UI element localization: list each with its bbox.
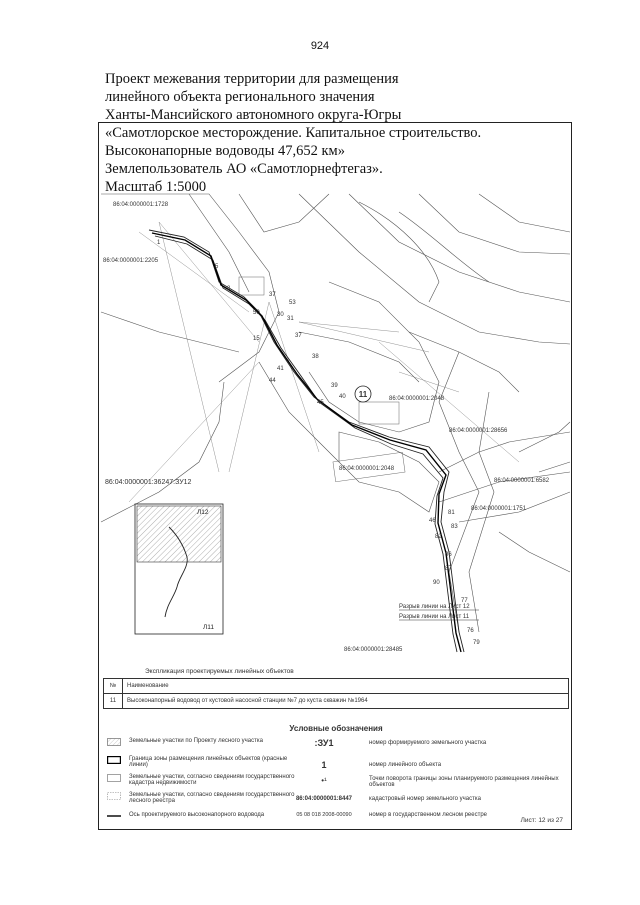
cadastral-label: 86:04:0000001:2048 xyxy=(339,466,395,472)
legend-line-icon xyxy=(107,812,121,820)
legend-text: кадастровый номер земельного участка xyxy=(369,796,481,802)
table-cell: Высоконапорный водовод от кустовой насосной станции №7 до куста скважин №1964 xyxy=(123,694,569,709)
point-label: 82 xyxy=(435,534,442,540)
cadastral-label: 86:04:0000001:28656 xyxy=(449,428,508,434)
point-label: 37 xyxy=(269,292,276,298)
legend xyxy=(103,724,569,828)
legend-symbol: 05 08 018 2008-00090 xyxy=(296,812,352,818)
point-label: 44 xyxy=(269,378,276,384)
legend-text: Точки поворота границы зоны планируемого размещения линейных объектов xyxy=(369,776,559,788)
point-label: 86 xyxy=(445,552,452,558)
legend-text: номер линейного объекта xyxy=(369,762,442,768)
break-label: Разрыв линии на Лист 12 xyxy=(399,604,470,610)
document-title xyxy=(105,70,401,124)
scale-label: Масштаб 1:5000 xyxy=(105,179,207,195)
point-label: 41 xyxy=(277,366,284,372)
cadastral-label: 86:04:0000001:1751 xyxy=(471,506,527,512)
page-number: 924 xyxy=(310,40,330,52)
legend-swatch-icon xyxy=(107,756,121,764)
point-label: 90 xyxy=(433,580,440,586)
point-label: 38 xyxy=(312,354,319,360)
built-areas xyxy=(239,277,405,482)
explication xyxy=(103,668,569,709)
legend-text: Земельные участки по Проекту лесного участка xyxy=(129,738,263,744)
inset-overview xyxy=(135,504,223,634)
point-label: 40 xyxy=(339,394,346,400)
point-label: 76 xyxy=(467,628,474,634)
point-label: 83 xyxy=(451,524,458,530)
legend-text: номер в государственном лесном реестре xyxy=(369,812,488,818)
point-label: 8 xyxy=(227,286,231,292)
point-label: 15 xyxy=(253,336,260,342)
point-label: 45 xyxy=(317,400,324,406)
legend-swatch-icon xyxy=(107,792,121,800)
subtitle-line: «Самотлорское месторождение. Капитальное строительство. xyxy=(105,125,482,141)
cadastral-label: 86:04:0000001:36247:ЗУ12 xyxy=(105,479,192,486)
explication-caption: Экспликация проектируемых линейных объектов xyxy=(145,668,294,675)
cadastral-label: 86:04:0000001:2205 xyxy=(103,258,159,264)
cadastral-label: 86:04:0000001:28485 xyxy=(344,647,403,653)
sheet-number: Лист: 12 из 27 xyxy=(520,817,563,824)
title-line: Проект межевания территории для размещения xyxy=(105,71,399,87)
point-label: 53 xyxy=(289,300,296,306)
legend-swatch-icon xyxy=(107,738,121,746)
legend-text: Земельные участки, согласно сведениям государственного кадастра недвижимости xyxy=(129,774,295,786)
point-label: 50 xyxy=(253,310,260,316)
title-line: Ханты-Мансийского автономного округа-Югры xyxy=(105,107,402,123)
legend-text: Ось проектируемого высоконапорного водовода xyxy=(129,812,265,818)
legend-text: Граница зоны размещения линейных объектов (красные линии) xyxy=(129,756,288,768)
table-row xyxy=(104,694,569,709)
legend-symbol: 86:04:0000001:8447 xyxy=(295,796,353,802)
cadastral-label: 86:04:0000001:1728 xyxy=(113,202,169,208)
subtitle-line: Землепользователь АО «Самотлорнефтегаз». xyxy=(105,161,383,177)
title-line: линейного объекта регионального значения xyxy=(105,89,375,105)
table-cell: 11 xyxy=(104,694,123,709)
construction-lines xyxy=(129,222,519,502)
table-header: № xyxy=(104,679,123,694)
legend-symbol: •¹ xyxy=(321,776,327,785)
break-label: Разрыв линии на Лист 11 xyxy=(399,614,470,620)
explication-table xyxy=(103,678,569,709)
cadastral-map xyxy=(99,192,571,662)
table-header: Наименование xyxy=(123,679,569,694)
point-label: 81 xyxy=(448,510,455,516)
point-label: 77 xyxy=(461,598,468,604)
point-label: 30 xyxy=(277,312,284,318)
point-label: 79 xyxy=(473,640,480,646)
point-label: 5 xyxy=(215,264,219,270)
point-label: 31 xyxy=(287,316,294,322)
inset-sheet-bottom: Л11 xyxy=(203,624,215,631)
legend-text: номер формируемого земельного участка xyxy=(369,740,487,746)
cadastral-label: 86:04:0000001:2048 xyxy=(389,396,445,402)
point-label: 46 xyxy=(429,518,436,524)
legend-swatch-icon xyxy=(107,774,121,782)
point-label: 39 xyxy=(331,383,338,389)
point-label: 37 xyxy=(295,333,302,339)
object-number: 11 xyxy=(358,390,368,399)
cadastral-label: 86:04:0000001:6582 xyxy=(494,478,550,484)
inset-sheet-top: Л12 xyxy=(197,509,209,516)
legend-symbol: 1 xyxy=(321,760,327,770)
subtitle-line: Высоконапорные водоводы 47,652 км» xyxy=(105,143,345,159)
point-label: 1 xyxy=(157,240,161,246)
legend-text: Земельные участки, согласно сведениям государственного лесного реестра xyxy=(129,792,295,804)
legend-symbol: :ЗУ1 xyxy=(314,738,334,748)
legend-title: Условные обозначения xyxy=(289,724,383,733)
table-header-row xyxy=(104,679,569,694)
point-label: 87 xyxy=(445,566,452,572)
project-subtitle xyxy=(105,124,481,196)
